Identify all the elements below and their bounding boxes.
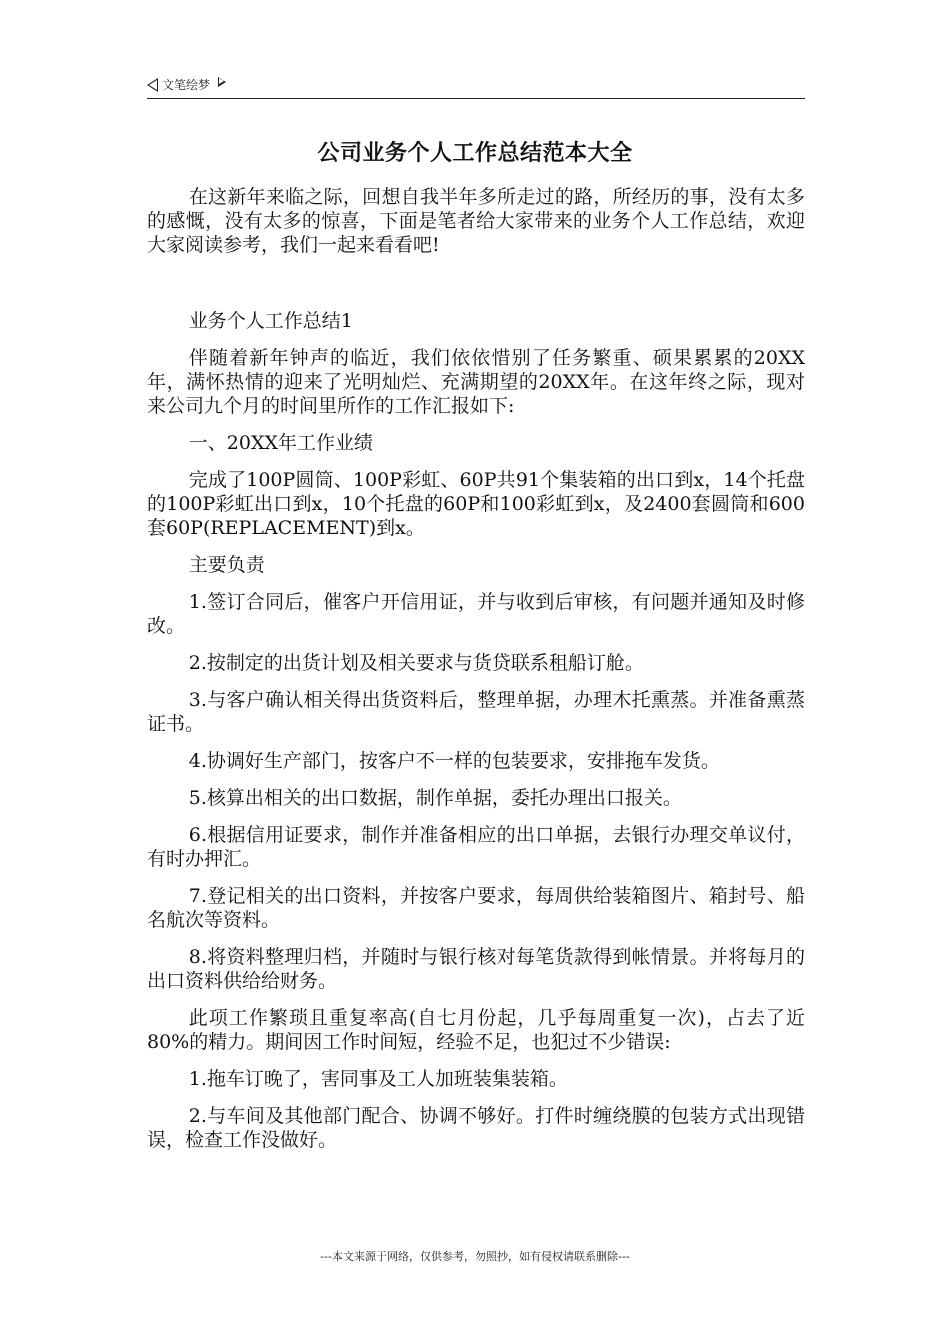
subsection-heading: 主要负责	[188, 554, 265, 576]
list-item: 6.根据信用证要求，制作并准备相应的出口单据，去银行办理交单议付，有时办押汇。	[147, 824, 805, 870]
subsection-heading: 一、20XX年工作业绩	[188, 432, 374, 454]
paragraph: 完成了100P圆筒、100P彩虹、60P共91个集装箱的出口到x，14个托盘的100P彩虹出口到x，10个托盘的60P和100彩虹到x，及2400套圆筒和600套60P(REPLACEMENT)到x。	[147, 469, 805, 539]
document-body	[147, 185, 805, 1165]
list-item: 4.协调好生产部门，按客户不一样的包装要求，安排拖车发货。	[188, 750, 720, 772]
list-item: 5.核算出相关的出口数据，制作单据，委托办理出口报关。	[188, 787, 682, 809]
intro-paragraph: 在这新年来临之际，回想自我半年多所走过的路，所经历的事，没有太多的感慨，没有太多的惊喜，下面是笔者给大家带来的业务个人工作总结，欢迎大家阅读参考，我们一起来看看吧!	[147, 186, 805, 256]
list-item: 2.按制定的出货计划及相关要求与货贷联系租船订舱。	[188, 652, 644, 674]
paragraph: 此项工作繁琐且重复率高(自七月份起，几乎每周重复一次)，占去了近80%的精力。期间因工作时间短，经验不足，也犯过不少错误:	[147, 1007, 805, 1053]
brand-text: 文笔绘梦	[162, 78, 211, 92]
page-header	[147, 74, 805, 99]
left-triangle-icon	[147, 78, 158, 92]
document-title: 公司业务个人工作总结范本大全	[317, 141, 633, 166]
right-triangle-icon	[218, 77, 226, 87]
header-brand	[147, 76, 226, 93]
list-item: 2.与车间及其他部门配合、协调不够好。打件时缠绕膜的包装方式出现错误，检查工作没做好。	[147, 1105, 805, 1151]
list-item: 1.签订合同后，催客户开信用证，并与收到后审核，有问题并通知及时修改。	[147, 591, 805, 637]
list-item: 7.登记相关的出口资料，并按客户要求，每周供给装箱图片、箱封号、船名航次等资料。	[147, 885, 805, 931]
list-item: 8.将资料整理归档，并随时与银行核对每笔货款得到帐情景。并将每月的出口资料供给给财务。	[147, 946, 805, 992]
list-item: 3.与客户确认相关得出货资料后，整理单据，办理木托熏蒸。并准备熏蒸证书。	[147, 689, 805, 735]
section-heading: 业务个人工作总结1	[188, 310, 353, 332]
list-item: 1.拖车订晚了，害同事及工人加班装集装箱。	[188, 1068, 568, 1090]
page-footer: ---本文来源于网络，仅供参考，勿照抄，如有侵权请联系删除---	[320, 1250, 630, 1263]
paragraph: 伴随着新年钟声的临近，我们依依惜别了任务繁重、硕果累累的20XX年，满怀热情的迎来了光明灿烂、充满期望的20XX年。在这年终之际，现对来公司九个月的时间里所作的工作汇报如下:	[147, 347, 805, 417]
